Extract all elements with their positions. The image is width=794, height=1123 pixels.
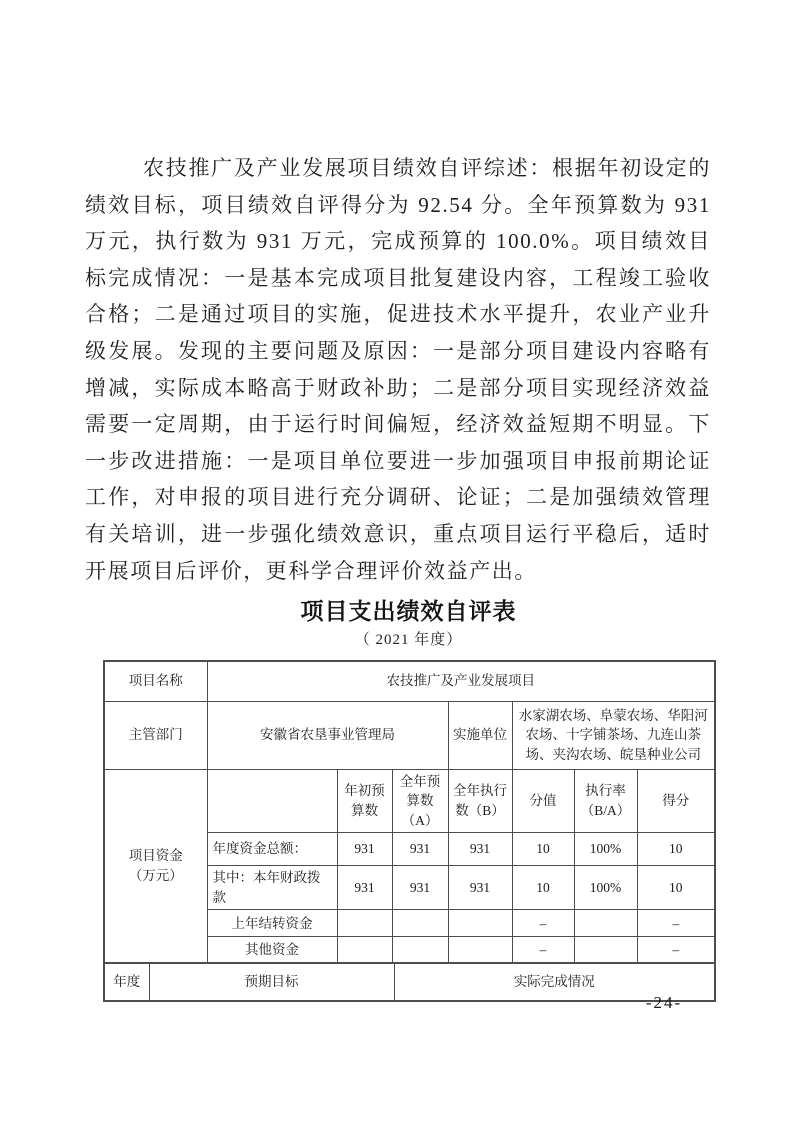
funding-row-label: 其中：本年财政拨款 bbox=[207, 866, 337, 910]
funding-cell-points: 10 bbox=[512, 833, 574, 866]
funding-cell-annual: 931 bbox=[392, 833, 448, 866]
page-number: -24- bbox=[645, 993, 683, 1012]
funding-cell-initial: 931 bbox=[337, 866, 392, 910]
funding-cell-executed bbox=[448, 910, 512, 937]
self-eval-table bbox=[103, 660, 714, 1002]
actual-completion-header: 实际完成情况 bbox=[394, 963, 715, 1001]
impl-label: 实施单位 bbox=[448, 701, 512, 769]
funding-cell-rate bbox=[574, 910, 637, 937]
funding-label-line1: 项目资金 bbox=[128, 848, 183, 864]
impl-value: 水家湖农场、阜蒙农场、华阳河农场、十字铺茶场、九连山茶场、夹沟农场、皖垦种业公司 bbox=[512, 701, 715, 769]
row-funding-header bbox=[104, 769, 715, 833]
funding-cell-executed: 931 bbox=[448, 833, 512, 866]
row-project-name bbox=[104, 661, 715, 701]
funding-cell-score: – bbox=[637, 910, 715, 937]
col-header-points: 分值 bbox=[512, 769, 574, 833]
funding-cell-points: – bbox=[512, 910, 574, 937]
funding-cell-rate: 100% bbox=[574, 866, 637, 910]
funding-cell-score: – bbox=[637, 937, 715, 963]
funding-cell-rate bbox=[574, 937, 637, 963]
funding-cell-rate: 100% bbox=[574, 833, 637, 866]
funding-cell-executed: 931 bbox=[448, 866, 512, 910]
table-subtitle: （ 2021 年度） bbox=[354, 632, 463, 648]
expected-goal-header: 预期目标 bbox=[149, 963, 394, 1001]
funding-row-label: 年度资金总额： bbox=[207, 833, 337, 866]
funding-cell-annual bbox=[392, 937, 448, 963]
funding-subheader-empty bbox=[207, 769, 337, 833]
row-department bbox=[104, 701, 715, 769]
dept-label: 主管部门 bbox=[104, 701, 207, 769]
funding-cell-score: 10 bbox=[637, 833, 715, 866]
dept-value: 安徽省农垦事业管理局 bbox=[207, 701, 448, 769]
project-name-value: 农技推广及产业发展项目 bbox=[207, 661, 715, 701]
table-title: 项目支出绩效自评表 bbox=[300, 598, 517, 624]
col-header-rate: 执行率（B/A） bbox=[574, 769, 637, 833]
funding-cell-score: 10 bbox=[637, 866, 715, 910]
funding-cell-points: – bbox=[512, 937, 574, 963]
self-eval-main-table bbox=[103, 660, 716, 964]
col-header-initial-budget: 年初预算数 bbox=[337, 769, 392, 833]
col-header-annual-budget: 全年预算数（A） bbox=[392, 769, 448, 833]
funding-cell-initial: 931 bbox=[337, 833, 392, 866]
project-name-label: 项目名称 bbox=[104, 661, 207, 701]
funding-section-label bbox=[104, 769, 207, 963]
funding-cell-annual: 931 bbox=[392, 866, 448, 910]
year-label: 年度 bbox=[104, 963, 149, 1001]
funding-label-line2: （万元） bbox=[128, 867, 183, 883]
funding-cell-points: 10 bbox=[512, 866, 574, 910]
funding-cell-initial bbox=[337, 937, 392, 963]
col-header-executed: 全年执行数（B） bbox=[448, 769, 512, 833]
funding-row-label: 上年结转资金 bbox=[207, 910, 337, 937]
funding-cell-annual bbox=[392, 910, 448, 937]
funding-row-label: 其他资金 bbox=[207, 937, 337, 963]
funding-cell-executed bbox=[448, 937, 512, 963]
funding-cell-initial bbox=[337, 910, 392, 937]
col-header-score: 得分 bbox=[637, 769, 715, 833]
summary-paragraph: 农技推广及产业发展项目绩效自评综述：根据年初设定的绩效目标，项目绩效自评得分为 92.54 分。全年预算数为 931 万元，执行数为 931 万元，完成预算的 100.0%。项目绩效目标完成情况：一是基本完成项目批复建设内容，工程竣工验收合格；二是通过项目的实施，促进技术水平提升，农业产业升级发展。发现的主要问题及原因：一是部分项目建设内容略有增减，实际成本略高于财政补助；二是部分项目实现经济效益需要一定周期，由于运行时间偏短，经济效益短期不明显。下一步改进措施：一是项目单位要进一步加强项目申报前期论证工作，对申报的项目进行充分调研、论证；二是加强绩效管理有关培训，进一步强化绩效意识，重点项目运行平稳后，适时开展项目后评价，更科学合理评价效益产出。 bbox=[85, 156, 711, 583]
